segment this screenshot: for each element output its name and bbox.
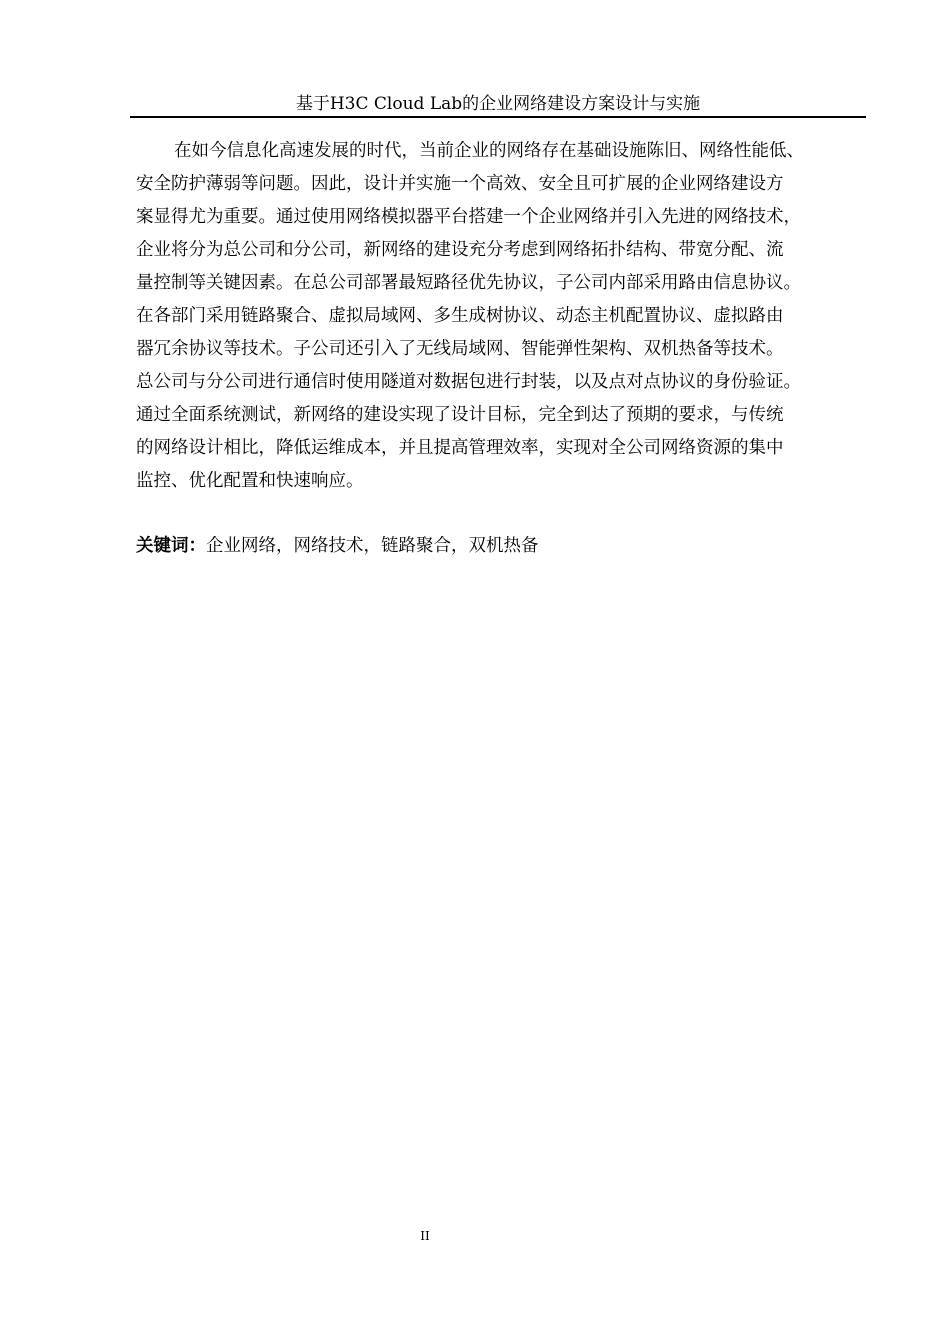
abstract-line: 在如今信息化高速发展的时代，当前企业的网络存在基础设施陈旧、网络性能低、 <box>174 141 804 161</box>
abstract-body <box>136 135 868 498</box>
keywords-label: 关键词： <box>136 536 206 556</box>
abstract-line: 案显得尤为重要。通过使用网络模拟器平台搭建一个企业网络并引入先进的网络技术， <box>136 207 801 227</box>
abstract-line: 通过全面系统测试，新网络的建设实现了设计目标，完全到达了预期的要求，与传统 <box>136 405 784 425</box>
keywords-text: 企业网络，网络技术，链路聚合，双机热备 <box>206 536 539 556</box>
abstract-line: 量控制等关键因素。在总公司部署最短路径优先协议，子公司内部采用路由信息协议。 <box>136 273 801 293</box>
abstract-line: 总公司与分公司进行通信时使用隧道对数据包进行封装，以及点对点协议的身份验证。 <box>136 372 801 392</box>
abstract-line: 在各部门采用链路聚合、虚拟局域网、多生成树协议、动态主机配置协议、虚拟路由 <box>136 306 784 326</box>
abstract-line: 安全防护薄弱等问题。因此，设计并实施一个高效、安全且可扩展的企业网络建设方 <box>136 174 784 194</box>
abstract-line: 器冗余协议等技术。子公司还引入了无线局域网、智能弹性架构、双机热备等技术。 <box>136 339 784 359</box>
header-rule <box>130 116 866 118</box>
keywords-line <box>136 530 868 563</box>
abstract-line: 的网络设计相比，降低运维成本，并且提高管理效率，实现对全公司网络资源的集中 <box>136 438 784 458</box>
page-number: II <box>420 1229 430 1243</box>
running-header-title: 基于H3C Cloud Lab的企业网络建设方案设计与实施 <box>295 94 701 114</box>
abstract-line: 监控、优化配置和快速响应。 <box>136 471 364 491</box>
abstract-line: 企业将分为总公司和分公司，新网络的建设充分考虑到网络拓扑结构、带宽分配、流 <box>136 240 784 260</box>
